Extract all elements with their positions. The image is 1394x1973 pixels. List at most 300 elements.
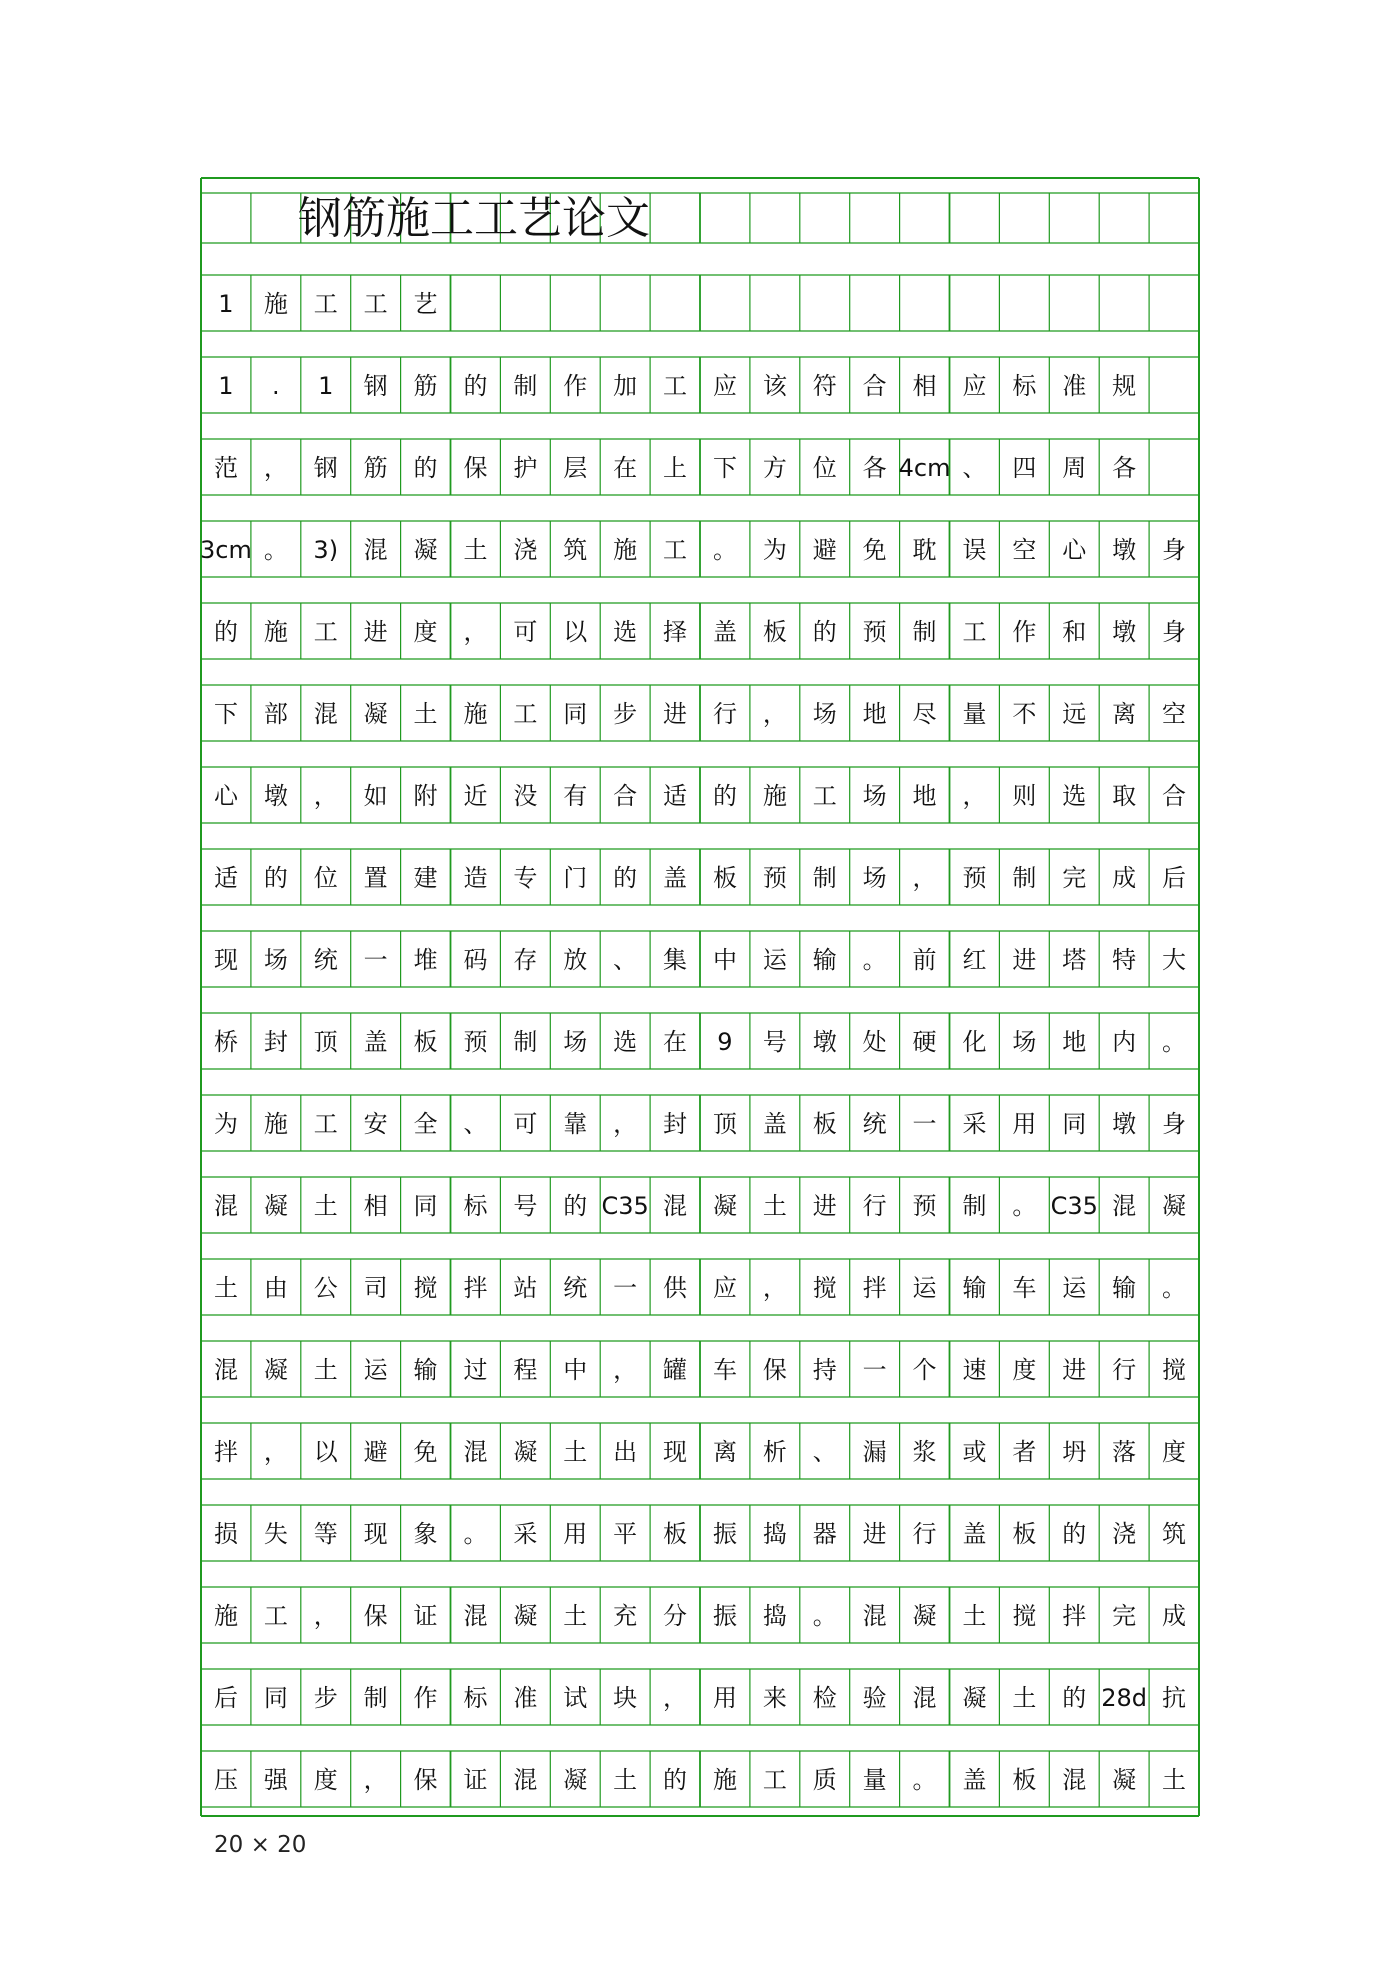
grid-cell-char: 避: [363, 1438, 388, 1466]
grid-cell-char: 工: [962, 618, 987, 646]
grid-cell-char: 凝: [712, 1192, 737, 1220]
grid-cell-char: 的: [663, 1766, 688, 1794]
grid-cell-char: 持: [812, 1356, 837, 1384]
grid-cell-char: ，: [762, 1274, 787, 1302]
grid-cell-char: 桥: [213, 1028, 238, 1056]
grid-cell-char: 1: [318, 372, 334, 400]
grid-cell-char: 制: [912, 618, 937, 646]
grid-cell-char: 同: [1062, 1110, 1087, 1138]
grid-cell-char: 行: [712, 700, 737, 728]
grid-cell-char: 捣: [762, 1602, 787, 1630]
grid-cell-char: 准: [1062, 372, 1087, 400]
grid-cell-char: 析: [762, 1438, 787, 1466]
grid-cell-char: 相: [912, 372, 937, 400]
grid-cell-char: 统: [313, 946, 338, 974]
grid-cell-char: 凝: [912, 1602, 937, 1630]
grid-cell-char: 处: [862, 1028, 887, 1056]
grid-cell-char: 9: [717, 1028, 733, 1056]
grid-cell-char: 适: [213, 864, 238, 892]
grid-cell-char: 保: [463, 454, 488, 482]
grid-cell-char: 统: [862, 1110, 887, 1138]
grid-cell-char: 施: [263, 618, 288, 646]
grid-cell-char: 输: [1112, 1274, 1137, 1302]
grid-cell-char: 离: [1112, 700, 1137, 728]
grid-cell-char: 尽: [912, 700, 937, 728]
grid-cell-char: 公: [313, 1274, 338, 1302]
grid-cell-char: 作: [1012, 618, 1037, 646]
grid-cell-char: 后: [1162, 864, 1187, 892]
grid-cell-char: 集: [663, 946, 688, 974]
grid-cell-char: 成: [1112, 864, 1137, 892]
grid-cell-char: 远: [1062, 700, 1087, 728]
grid-cell-char: 场: [862, 864, 887, 892]
grid-cell-char: 塔: [1062, 946, 1087, 974]
grid-cell-char: 预: [962, 864, 987, 892]
grid-cell-char: 盖: [663, 864, 688, 892]
grid-cell-char: 度: [1162, 1438, 1187, 1466]
grid-cell-char: 板: [1012, 1520, 1037, 1548]
grid-cell-char: 盖: [962, 1766, 987, 1794]
grid-cell-char: 地: [912, 782, 937, 810]
grid-cell-char: 制: [513, 1028, 538, 1056]
grid-cell-char: 施: [712, 1766, 737, 1794]
grid-cell-char: 号: [513, 1192, 538, 1220]
grid-cell-char: 合: [613, 782, 638, 810]
grid-cell-char: 土: [563, 1438, 588, 1466]
grid-cell-char: 置: [363, 864, 388, 892]
grid-cell-char: 漏: [862, 1438, 887, 1466]
grid-cell-char: 混: [213, 1356, 238, 1384]
grid-cell-char: 如: [363, 782, 388, 810]
grid-cell-char: 一: [613, 1274, 638, 1302]
grid-cell-char: 预: [912, 1192, 937, 1220]
grid-cell-char: 场: [263, 946, 288, 974]
grid-cell-char: 混: [912, 1684, 937, 1712]
grid-cell-char: 混: [513, 1766, 538, 1794]
grid-cell-char: 强: [263, 1766, 288, 1794]
grid-cell-char: 搅: [413, 1274, 438, 1302]
grid-cell-char: 土: [613, 1766, 638, 1794]
grid-cell-char: 应: [962, 372, 987, 400]
grid-cell-char: 顶: [712, 1110, 737, 1138]
grid-cell-char: 板: [712, 864, 737, 892]
grid-cell-char: 捣: [762, 1520, 787, 1548]
grid-cell-char: 步: [313, 1684, 338, 1712]
grid-cell-char: 墩: [1112, 536, 1137, 564]
grid-cell-char: 地: [862, 700, 887, 728]
grid-cell-char: 。: [912, 1766, 937, 1794]
grid-cell-char: 证: [413, 1602, 438, 1630]
grid-cell-char: 的: [263, 864, 288, 892]
grid-cell-char: 者: [1012, 1438, 1037, 1466]
grid-cell-char: 的: [1062, 1520, 1087, 1548]
grid-cell-char: 拌: [862, 1274, 887, 1302]
grid-cell-char: 同: [263, 1684, 288, 1712]
grid-cell-char: 应: [712, 1274, 737, 1302]
grid-cell-char: 选: [613, 1028, 638, 1056]
grid-cell-char: 1: [218, 372, 234, 400]
grid-cell-char: ，: [263, 1438, 288, 1466]
grid-cell-char: 为: [213, 1110, 238, 1138]
grid-cell-char: 车: [712, 1356, 737, 1384]
grid-cell-char: 行: [862, 1192, 887, 1220]
grid-cell-char: 分: [663, 1602, 688, 1630]
grid-cell-char: ，: [762, 700, 787, 728]
grid-cell-char: 凝: [1162, 1192, 1187, 1220]
grid-cell-char: 离: [712, 1438, 737, 1466]
grid-cell-char: 凝: [962, 1684, 987, 1712]
grid-cell-char: 3cm: [200, 536, 252, 564]
grid-cell-char: 或: [962, 1438, 987, 1466]
grid-cell-char: 上: [663, 454, 688, 482]
grid-cell-char: 。: [712, 536, 737, 564]
grid-cell-char: 用: [1012, 1110, 1037, 1138]
grid-cell-char: 盖: [712, 618, 737, 646]
grid-cell-char: 建: [413, 864, 438, 892]
grid-cell-char: C35: [601, 1192, 649, 1220]
grid-cell-char: 钢: [363, 372, 388, 400]
grid-cell-char: 4cm: [898, 454, 951, 482]
grid-cell-char: 混: [1062, 1766, 1087, 1794]
grid-cell-char: 拌: [463, 1274, 488, 1302]
grid-cell-char: 工: [313, 618, 338, 646]
grid-cell-char: 标: [463, 1684, 488, 1712]
grid-cell-char: 车: [1012, 1274, 1037, 1302]
grid-cell-char: 作: [563, 372, 588, 400]
grid-cell-char: 耽: [912, 536, 937, 564]
grid-cell-char: 盖: [363, 1028, 388, 1056]
grid-cell-texts: [200, 290, 1186, 1794]
grid-cell-char: 可: [513, 1110, 538, 1138]
grid-cell-char: 方: [762, 454, 787, 482]
grid-cell-char: 制: [812, 864, 837, 892]
grid-cell-char: 护: [513, 454, 538, 482]
grid-cell-char: 后: [213, 1684, 238, 1712]
grid-cell-char: 步: [613, 700, 638, 728]
grid-cell-char: 。: [1162, 1028, 1187, 1056]
grid-cell-char: 完: [1062, 864, 1087, 892]
grid-cell-char: 专: [513, 864, 538, 892]
grid-cell-char: 选: [613, 618, 638, 646]
grid-cell-char: 一: [862, 1356, 887, 1384]
grid-cell-char: 3): [313, 536, 339, 564]
grid-cell-char: 造: [463, 864, 488, 892]
grid-cell-char: 的: [413, 454, 438, 482]
grid-cell-char: 码: [463, 946, 488, 974]
grid-cell-char: 采: [513, 1520, 538, 1548]
grid-cell-char: 。: [463, 1520, 488, 1548]
grid-cell-char: 顶: [313, 1028, 338, 1056]
grid-cell-char: 的: [213, 618, 238, 646]
grid-cell-char: 板: [812, 1110, 837, 1138]
grid-cell-char: 振: [712, 1602, 737, 1630]
grid-cell-char: 场: [862, 782, 887, 810]
grid-cell-char: 为: [762, 536, 787, 564]
grid-cell-char: 浆: [912, 1438, 937, 1466]
grid-cell-char: 进: [363, 618, 388, 646]
grid-cell-char: 、: [812, 1438, 837, 1466]
grid-cell-char: 同: [413, 1192, 438, 1220]
grid-cell-char: 土: [213, 1274, 238, 1302]
grid-cell-char: .: [272, 372, 280, 400]
grid-cell-char: 各: [1112, 454, 1137, 482]
grid-cell-char: 量: [862, 1766, 887, 1794]
grid-cell-char: 速: [962, 1356, 987, 1384]
grid-cell-char: 程: [513, 1356, 538, 1384]
grid-cell-char: 土: [762, 1192, 787, 1220]
grid-cell-char: 合: [1162, 782, 1187, 810]
grid-cell-char: 等: [313, 1520, 338, 1548]
grid-cell-char: 场: [812, 700, 837, 728]
grid-cell-char: 筑: [563, 536, 588, 564]
grid-cell-char: 进: [1012, 946, 1037, 974]
grid-cell-char: ，: [613, 1356, 638, 1384]
grid-cell-char: 心: [213, 782, 238, 810]
grid-cell-char: 准: [513, 1684, 538, 1712]
grid-cell-char: 凝: [263, 1356, 288, 1384]
grid-cell-char: 筑: [1162, 1520, 1187, 1548]
grid-cell-char: 艺: [413, 290, 438, 318]
grid-cell-char: 和: [1062, 618, 1087, 646]
grid-cell-char: 土: [962, 1602, 987, 1630]
grid-cell-char: 的: [613, 864, 638, 892]
grid-cell-char: 。: [812, 1602, 837, 1630]
grid-cell-char: 免: [862, 536, 887, 564]
grid-cell-char: 成: [1162, 1602, 1187, 1630]
grid-cell-char: 在: [613, 454, 638, 482]
grid-cell-char: 站: [513, 1274, 538, 1302]
grid-cell-char: 凝: [563, 1766, 588, 1794]
grid-cell-char: 板: [1012, 1766, 1037, 1794]
grid-cell-char: 没: [513, 782, 538, 810]
grid-cell-char: 运: [363, 1356, 388, 1384]
grid-cell-char: 则: [1012, 782, 1037, 810]
grid-cell-char: 混: [463, 1602, 488, 1630]
grid-cell-char: 凝: [513, 1602, 538, 1630]
grid-cell-char: 个: [912, 1356, 937, 1384]
grid-cell-char: 现: [363, 1520, 388, 1548]
grid-cell-char: 抗: [1162, 1684, 1187, 1712]
grid-cell-char: 在: [663, 1028, 688, 1056]
grid-cell-char: 避: [812, 536, 837, 564]
grid-cell-char: 、: [613, 946, 638, 974]
grid-cell-char: 预: [862, 618, 887, 646]
grid-cell-char: 层: [563, 454, 588, 482]
grid-cell-char: 靠: [563, 1110, 588, 1138]
grid-cell-char: 标: [463, 1192, 488, 1220]
grid-cell-char: 可: [513, 618, 538, 646]
grid-cell-char: 过: [463, 1356, 488, 1384]
grid-cell-char: 位: [812, 454, 837, 482]
grid-cell-char: 钢: [313, 454, 338, 482]
grid-cell-char: 。: [263, 536, 288, 564]
grid-cell-char: 作: [413, 1684, 438, 1712]
grid-cell-char: ，: [613, 1110, 638, 1138]
grid-cell-char: 化: [962, 1028, 987, 1056]
grid-cell-char: 特: [1112, 946, 1137, 974]
grid-cell-char: 司: [363, 1274, 388, 1302]
grid-cell-char: 制: [513, 372, 538, 400]
grid-cell-char: 墩: [1112, 618, 1137, 646]
grid-cell-char: 。: [862, 946, 887, 974]
grid-cell-char: ，: [663, 1684, 688, 1712]
grid-cell-char: 施: [213, 1602, 238, 1630]
grid-cell-char: 土: [1162, 1766, 1187, 1794]
grid-cell-char: 空: [1012, 536, 1037, 564]
grid-cell-char: 现: [213, 946, 238, 974]
grid-cell-char: 的: [563, 1192, 588, 1220]
grid-cell-char: 板: [413, 1028, 438, 1056]
grid-cell-char: 盖: [762, 1110, 787, 1138]
grid-cell-char: 输: [812, 946, 837, 974]
grid-cell-char: 该: [762, 372, 787, 400]
grid-cell-char: 一: [912, 1110, 937, 1138]
grid-cell-char: 凝: [263, 1192, 288, 1220]
grid-cell-char: 工: [263, 1602, 288, 1630]
grid-cell-char: 行: [1112, 1356, 1137, 1384]
grid-cell-char: 以: [563, 618, 588, 646]
grid-cell-char: 现: [663, 1438, 688, 1466]
grid-cell-char: 适: [663, 782, 688, 810]
grid-cell-char: 存: [513, 946, 538, 974]
grid-cell-char: 进: [663, 700, 688, 728]
grid-cell-char: 身: [1162, 618, 1187, 646]
grid-cell-char: 放: [563, 946, 588, 974]
grid-cell-char: 的: [463, 372, 488, 400]
grid-cell-char: ，: [363, 1766, 388, 1794]
grid-cell-char: 混: [1112, 1192, 1137, 1220]
grid-cell-char: 相: [363, 1192, 388, 1220]
grid-cell-char: 出: [613, 1438, 638, 1466]
grid-cell-char: 地: [1062, 1028, 1087, 1056]
grid-cell-char: 板: [663, 1520, 688, 1548]
grid-cell-char: 度: [413, 618, 438, 646]
grid-cell-char: 制: [1012, 864, 1037, 892]
manuscript-grid: [201, 178, 1199, 1816]
grid-cell-char: 混: [363, 536, 388, 564]
grid-cell-char: 中: [712, 946, 737, 974]
grid-cell-char: 采: [962, 1110, 987, 1138]
grid-cell-char: ，: [313, 782, 338, 810]
grid-cell-char: 完: [1112, 1602, 1137, 1630]
grid-cell-char: 质: [812, 1766, 837, 1794]
grid-cell-char: 同: [563, 700, 588, 728]
grid-cell-char: ，: [463, 618, 488, 646]
grid-cell-char: 混: [663, 1192, 688, 1220]
grid-cell-char: 范: [213, 454, 238, 482]
grid-cell-char: 供: [663, 1274, 688, 1302]
grid-cell-char: 误: [962, 536, 987, 564]
grid-cell-char: 工: [313, 290, 338, 318]
grid-cell-char: 证: [463, 1766, 488, 1794]
grid-cell-char: 验: [862, 1684, 887, 1712]
grid-cell-char: 场: [563, 1028, 588, 1056]
grid-cell-char: 象: [413, 1520, 438, 1548]
grid-cell-char: 落: [1112, 1438, 1137, 1466]
grid-cell-char: 有: [563, 782, 588, 810]
grid-cell-char: 搅: [1162, 1356, 1187, 1384]
grid-cell-char: 试: [563, 1684, 588, 1712]
grid-cell-char: 施: [263, 1110, 288, 1138]
grid-cell-char: 位: [313, 864, 338, 892]
grid-cell-char: 行: [912, 1520, 937, 1548]
grid-cell-char: 预: [463, 1028, 488, 1056]
grid-cell-char: 全: [413, 1110, 438, 1138]
grid-cell-char: 身: [1162, 536, 1187, 564]
grid-cell-char: 墩: [812, 1028, 837, 1056]
grid-cell-char: 充: [613, 1602, 638, 1630]
grid-cell-char: 四: [1012, 454, 1037, 482]
grid-cell-char: 堆: [413, 946, 438, 974]
grid-cell-char: 罐: [663, 1356, 688, 1384]
grid-cell-char: 部: [263, 700, 288, 728]
grid-cell-char: ，: [263, 454, 288, 482]
grid-cell-char: 的: [812, 618, 837, 646]
grid-cell-char: 压: [213, 1766, 238, 1794]
grid-cell-char: 损: [213, 1520, 238, 1548]
grid-cell-char: 封: [663, 1110, 688, 1138]
grid-cell-char: 选: [1062, 782, 1087, 810]
grid-cell-char: 各: [862, 454, 887, 482]
grid-cell-char: 土: [413, 700, 438, 728]
grid-cell-char: 筋: [363, 454, 388, 482]
grid-cell-char: 应: [712, 372, 737, 400]
grid-cell-char: 浇: [1112, 1520, 1137, 1548]
grid-cell-char: 的: [1062, 1684, 1087, 1712]
grid-cell-char: 工: [363, 290, 388, 318]
grid-cell-char: 量: [962, 700, 987, 728]
grid-cell-char: 施: [263, 290, 288, 318]
grid-cell-char: 、: [463, 1110, 488, 1138]
grid-cell-char: 器: [812, 1520, 837, 1548]
grid-cell-char: 1: [218, 290, 234, 318]
grid-cell-char: C35: [1050, 1192, 1098, 1220]
grid-cell-char: 空: [1162, 700, 1187, 728]
grid-cell-char: 混: [463, 1438, 488, 1466]
grid-cell-char: 进: [862, 1520, 887, 1548]
grid-cell-char: 保: [762, 1356, 787, 1384]
grid-cell-char: 前: [912, 946, 937, 974]
grid-cell-char: 安: [363, 1110, 388, 1138]
grid-cell-char: 拌: [1062, 1602, 1087, 1630]
grid-cell-char: 工: [313, 1110, 338, 1138]
grid-cell-char: 凝: [363, 700, 388, 728]
grid-cell-char: 近: [463, 782, 488, 810]
grid-cell-char: 合: [862, 372, 887, 400]
grid-cell-char: 工: [513, 700, 538, 728]
grid-cell-char: 浇: [513, 536, 538, 564]
grid-cell-char: 心: [1062, 536, 1087, 564]
grid-cell-char: 运: [912, 1274, 937, 1302]
grid-cell-char: 搅: [812, 1274, 837, 1302]
grid-cell-char: 由: [263, 1274, 288, 1302]
grid-cell-char: 用: [712, 1684, 737, 1712]
grid-cell-char: 制: [363, 1684, 388, 1712]
grid-cell-char: 施: [463, 700, 488, 728]
grid-cell-char: 周: [1062, 454, 1087, 482]
grid-cell-char: 拌: [213, 1438, 238, 1466]
grid-cell-char: 不: [1012, 700, 1037, 728]
grid-cell-char: 土: [563, 1602, 588, 1630]
grid-cell-char: 下: [213, 700, 238, 728]
grid-cell-char: 中: [563, 1356, 588, 1384]
grid-cell-char: 内: [1112, 1028, 1137, 1056]
grid-cell-char: 硬: [912, 1028, 937, 1056]
grid-cell-char: ，: [962, 782, 987, 810]
grid-cell-char: 检: [812, 1684, 837, 1712]
grid-cell-char: 振: [712, 1520, 737, 1548]
grid-cell-char: 混: [313, 700, 338, 728]
